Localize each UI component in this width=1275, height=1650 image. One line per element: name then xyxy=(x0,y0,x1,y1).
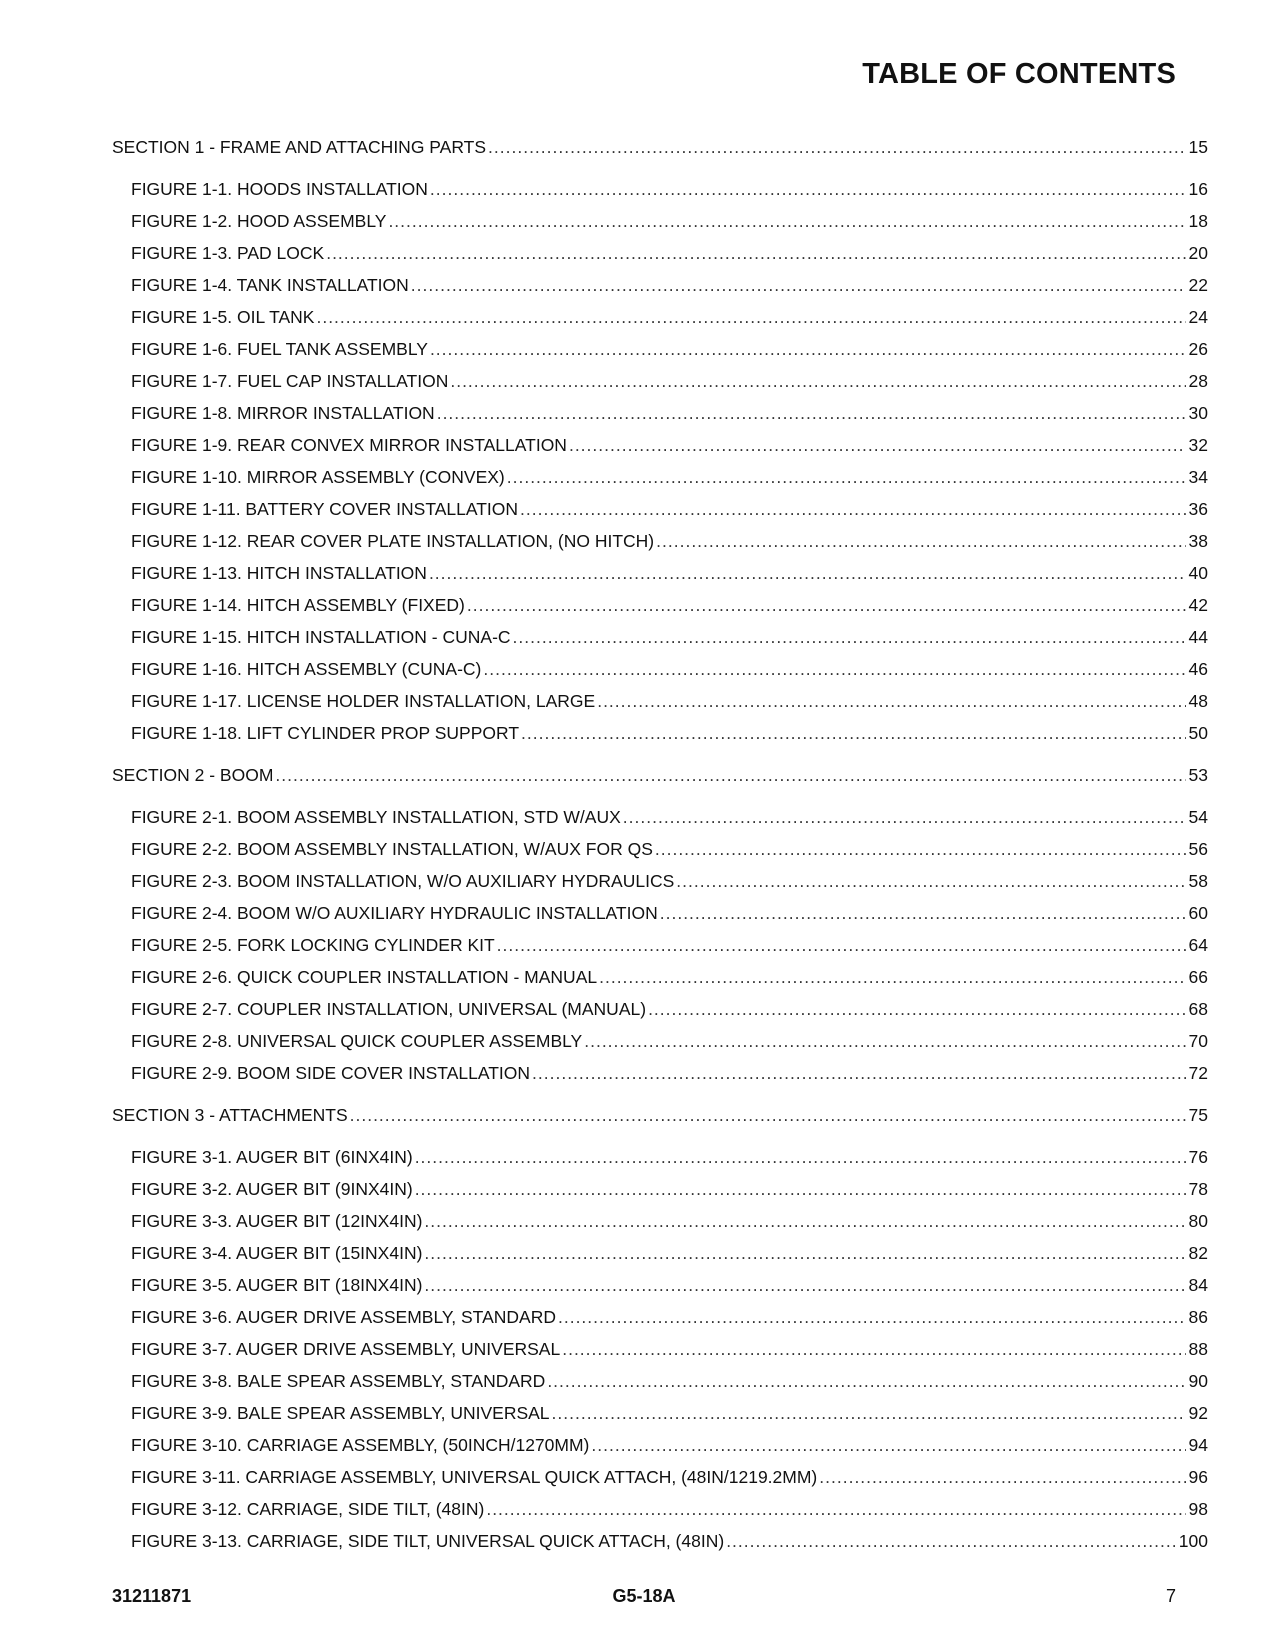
toc-figure-entry[interactable] xyxy=(112,801,1208,833)
dot-leader xyxy=(623,801,1186,833)
toc-figure-entry[interactable] xyxy=(112,1173,1208,1205)
toc-entry-label: FIGURE 2-7. COUPLER INSTALLATION, UNIVERSAL (MANUAL) xyxy=(131,999,647,1019)
toc-entry-page: 36 xyxy=(1188,499,1208,519)
dot-leader xyxy=(648,993,1186,1025)
toc-figure-entry[interactable] xyxy=(112,1429,1208,1461)
toc-entry-page: 18 xyxy=(1188,211,1208,231)
toc-entry-page: 76 xyxy=(1188,1147,1208,1167)
toc-figure-entry[interactable] xyxy=(112,301,1208,333)
toc-figure-entry[interactable] xyxy=(112,653,1208,685)
toc-entry-page: 42 xyxy=(1188,595,1208,615)
toc-entry-label: SECTION 2 - BOOM xyxy=(112,765,274,785)
document-number: 31211871 xyxy=(112,1586,192,1606)
toc-entry-label: FIGURE 3-11. CARRIAGE ASSEMBLY, UNIVERSAL QUICK ATTACH, (48IN/1219.2MM) xyxy=(131,1467,818,1487)
toc-entry-page: 53 xyxy=(1188,765,1208,785)
toc-figure-entry[interactable] xyxy=(112,621,1208,653)
toc-figure-entry[interactable] xyxy=(112,557,1208,589)
toc-entry-label: FIGURE 1-13. HITCH INSTALLATION xyxy=(131,563,427,583)
toc-entry-label: FIGURE 1-2. HOOD ASSEMBLY xyxy=(131,211,387,231)
toc-entry-page: 54 xyxy=(1188,807,1208,827)
toc-figure-entry[interactable] xyxy=(112,685,1208,717)
toc-entry-page: 32 xyxy=(1188,435,1208,455)
toc-entry-label: FIGURE 2-6. QUICK COUPLER INSTALLATION - MANUAL xyxy=(131,967,598,987)
toc-figure-entry[interactable] xyxy=(112,269,1208,301)
toc-entry-label: FIGURE 3-3. AUGER BIT (12INX4IN) xyxy=(131,1211,423,1231)
dot-leader xyxy=(584,1025,1186,1057)
toc-entry-label: FIGURE 3-10. CARRIAGE ASSEMBLY, (50INCH/1270MM) xyxy=(131,1435,590,1455)
dot-leader xyxy=(415,1173,1186,1205)
toc-figure-entry[interactable] xyxy=(112,1365,1208,1397)
toc-entry-label: FIGURE 1-6. FUEL TANK ASSEMBLY xyxy=(131,339,428,359)
dot-leader xyxy=(316,301,1186,333)
toc-figure-entry[interactable] xyxy=(112,1493,1208,1525)
toc-entry-page: 30 xyxy=(1188,403,1208,423)
dot-leader xyxy=(591,1429,1186,1461)
toc-entry-page: 92 xyxy=(1188,1403,1208,1423)
toc-figure-entry[interactable] xyxy=(112,461,1208,493)
dot-leader xyxy=(656,525,1186,557)
dot-leader xyxy=(547,1365,1186,1397)
toc-entry-label: SECTION 3 - ATTACHMENTS xyxy=(112,1105,348,1125)
toc-entry-label: FIGURE 3-8. BALE SPEAR ASSEMBLY, STANDARD xyxy=(131,1371,546,1391)
toc-figure-entry[interactable] xyxy=(112,493,1208,525)
toc-figure-entry[interactable] xyxy=(112,993,1208,1025)
toc-figure-entry[interactable] xyxy=(112,397,1208,429)
toc-entry-label: FIGURE 3-5. AUGER BIT (18INX4IN) xyxy=(131,1275,423,1295)
toc-entry-page: 16 xyxy=(1188,179,1208,199)
toc-section-entry[interactable] xyxy=(112,131,1208,163)
toc-figure-entry[interactable] xyxy=(112,589,1208,621)
dot-leader xyxy=(507,461,1186,493)
page-footer xyxy=(112,1586,1176,1610)
toc-figure-entry[interactable] xyxy=(112,961,1208,993)
toc-entry-label: FIGURE 2-2. BOOM ASSEMBLY INSTALLATION, W/AUX FOR QS xyxy=(131,839,653,859)
toc-figure-entry[interactable] xyxy=(112,929,1208,961)
toc-entry-label: FIGURE 3-13. CARRIAGE, SIDE TILT, UNIVERSAL QUICK ATTACH, (48IN) xyxy=(131,1531,725,1551)
toc-figure-entry[interactable] xyxy=(112,897,1208,929)
dot-leader xyxy=(599,961,1186,993)
toc-entry-label: FIGURE 3-1. AUGER BIT (6INX4IN) xyxy=(131,1147,413,1167)
toc-entry-page: 80 xyxy=(1188,1211,1208,1231)
toc-entry-label: FIGURE 3-2. AUGER BIT (9INX4IN) xyxy=(131,1179,413,1199)
toc-entry-page: 94 xyxy=(1188,1435,1208,1455)
toc-entry-page: 78 xyxy=(1188,1179,1208,1199)
toc-entry-label: FIGURE 1-16. HITCH ASSEMBLY (CUNA-C) xyxy=(131,659,482,679)
toc-figure-entry[interactable] xyxy=(112,1269,1208,1301)
table-of-contents xyxy=(112,131,1208,1557)
dot-leader xyxy=(552,1397,1186,1429)
toc-entry-page: 40 xyxy=(1188,563,1208,583)
dot-leader xyxy=(562,1333,1186,1365)
dot-leader xyxy=(467,589,1186,621)
toc-figure-entry[interactable] xyxy=(112,365,1208,397)
dot-leader xyxy=(558,1301,1186,1333)
toc-entry-label: FIGURE 2-8. UNIVERSAL QUICK COUPLER ASSEMBLY xyxy=(131,1031,583,1051)
toc-figure-entry[interactable] xyxy=(112,1205,1208,1237)
toc-figure-entry[interactable] xyxy=(112,833,1208,865)
toc-entry-label: FIGURE 1-3. PAD LOCK xyxy=(131,243,325,263)
toc-entry-label: FIGURE 3-6. AUGER DRIVE ASSEMBLY, STANDARD xyxy=(131,1307,556,1327)
toc-entry-page: 98 xyxy=(1188,1499,1208,1519)
toc-entry-label: FIGURE 1-4. TANK INSTALLATION xyxy=(131,275,409,295)
toc-figure-entry[interactable] xyxy=(112,333,1208,365)
toc-entry-page: 70 xyxy=(1188,1031,1208,1051)
dot-leader xyxy=(726,1525,1177,1557)
toc-entry-page: 88 xyxy=(1188,1339,1208,1359)
dot-leader xyxy=(532,1057,1186,1089)
toc-entry-page: 50 xyxy=(1188,723,1208,743)
toc-figure-entry[interactable] xyxy=(112,525,1208,557)
toc-entry-page: 20 xyxy=(1188,243,1208,263)
toc-figure-entry[interactable] xyxy=(112,1461,1208,1493)
toc-entry-page: 44 xyxy=(1188,627,1208,647)
dot-leader xyxy=(513,621,1186,653)
toc-entry-label: FIGURE 1-18. LIFT CYLINDER PROP SUPPORT xyxy=(131,723,520,743)
toc-entry-label: FIGURE 2-5. FORK LOCKING CYLINDER KIT xyxy=(131,935,495,955)
toc-entry-label: FIGURE 1-8. MIRROR INSTALLATION xyxy=(131,403,435,423)
dot-leader xyxy=(520,493,1186,525)
toc-entry-page: 22 xyxy=(1188,275,1208,295)
dot-leader xyxy=(424,1205,1186,1237)
toc-figure-entry[interactable] xyxy=(112,1397,1208,1429)
dot-leader xyxy=(655,833,1186,865)
dot-leader xyxy=(430,173,1186,205)
toc-entry-page: 24 xyxy=(1188,307,1208,327)
toc-entry-page: 28 xyxy=(1188,371,1208,391)
toc-entry-page: 38 xyxy=(1188,531,1208,551)
dot-leader xyxy=(521,717,1186,749)
toc-figure-entry[interactable] xyxy=(112,1525,1208,1557)
toc-section-entry[interactable] xyxy=(112,759,1208,791)
toc-entry-label: FIGURE 3-9. BALE SPEAR ASSEMBLY, UNIVERSAL xyxy=(131,1403,550,1423)
dot-leader xyxy=(486,1493,1186,1525)
toc-entry-label: FIGURE 1-7. FUEL CAP INSTALLATION xyxy=(131,371,449,391)
toc-figure-entry[interactable] xyxy=(112,205,1208,237)
dot-leader xyxy=(450,365,1186,397)
toc-entry-label: FIGURE 3-7. AUGER DRIVE ASSEMBLY, UNIVERSAL xyxy=(131,1339,561,1359)
toc-entry-label: FIGURE 1-5. OIL TANK xyxy=(131,307,315,327)
toc-figure-entry[interactable] xyxy=(112,1025,1208,1057)
toc-section-entry[interactable] xyxy=(112,1099,1208,1131)
dot-leader xyxy=(429,557,1186,589)
model-name: G5-18A xyxy=(612,1586,676,1606)
dot-leader xyxy=(275,759,1186,791)
toc-figure-entry[interactable] xyxy=(112,1237,1208,1269)
dot-leader xyxy=(483,653,1186,685)
toc-entry-label: FIGURE 1-15. HITCH INSTALLATION - CUNA-C xyxy=(131,627,511,647)
dot-leader xyxy=(350,1099,1186,1131)
dot-leader xyxy=(676,865,1186,897)
toc-entry-page: 34 xyxy=(1188,467,1208,487)
dot-leader xyxy=(411,269,1186,301)
toc-entry-page: 26 xyxy=(1188,339,1208,359)
toc-entry-page: 75 xyxy=(1188,1105,1208,1125)
toc-entry-page: 60 xyxy=(1188,903,1208,923)
dot-leader xyxy=(430,333,1186,365)
toc-figure-entry[interactable] xyxy=(112,1333,1208,1365)
toc-entry-page: 82 xyxy=(1188,1243,1208,1263)
toc-entry-page: 86 xyxy=(1188,1307,1208,1327)
toc-entry-page: 66 xyxy=(1188,967,1208,987)
dot-leader xyxy=(437,397,1186,429)
toc-figure-entry[interactable] xyxy=(112,429,1208,461)
dot-leader xyxy=(819,1461,1186,1493)
toc-figure-entry[interactable] xyxy=(112,173,1208,205)
toc-entry-page: 90 xyxy=(1188,1371,1208,1391)
toc-entry-label: FIGURE 2-9. BOOM SIDE COVER INSTALLATION xyxy=(131,1063,531,1083)
toc-entry-label: FIGURE 1-17. LICENSE HOLDER INSTALLATION, LARGE xyxy=(131,691,596,711)
toc-entry-page: 48 xyxy=(1188,691,1208,711)
toc-entry-label: FIGURE 3-4. AUGER BIT (15INX4IN) xyxy=(131,1243,423,1263)
toc-entry-page: 72 xyxy=(1188,1063,1208,1083)
toc-figure-entry[interactable] xyxy=(112,1141,1208,1173)
toc-entry-page: 15 xyxy=(1188,137,1208,157)
toc-entry-label: FIGURE 2-3. BOOM INSTALLATION, W/O AUXILIARY HYDRAULICS xyxy=(131,871,675,891)
toc-entry-page: 64 xyxy=(1188,935,1208,955)
dot-leader xyxy=(424,1237,1186,1269)
toc-entry-page: 100 xyxy=(1178,1531,1208,1551)
page-number: 7 xyxy=(1165,1586,1176,1606)
toc-entry-label: FIGURE 2-4. BOOM W/O AUXILIARY HYDRAULIC INSTALLATION xyxy=(131,903,658,923)
toc-entry-page: 56 xyxy=(1188,839,1208,859)
dot-leader xyxy=(488,131,1186,163)
toc-entry-label: FIGURE 3-12. CARRIAGE, SIDE TILT, (48IN) xyxy=(131,1499,485,1519)
dot-leader xyxy=(326,237,1186,269)
dot-leader xyxy=(497,929,1186,961)
toc-entry-label: FIGURE 1-14. HITCH ASSEMBLY (FIXED) xyxy=(131,595,465,615)
dot-leader xyxy=(660,897,1186,929)
toc-entry-label: FIGURE 1-10. MIRROR ASSEMBLY (CONVEX) xyxy=(131,467,505,487)
toc-figure-entry[interactable] xyxy=(112,1301,1208,1333)
toc-entry-label: FIGURE 1-11. BATTERY COVER INSTALLATION xyxy=(131,499,519,519)
dot-leader xyxy=(569,429,1186,461)
toc-entry-label: FIGURE 2-1. BOOM ASSEMBLY INSTALLATION, STD W/AUX xyxy=(131,807,621,827)
toc-entry-label: FIGURE 1-1. HOODS INSTALLATION xyxy=(131,179,428,199)
toc-figure-entry[interactable] xyxy=(112,717,1208,749)
toc-entry-page: 84 xyxy=(1188,1275,1208,1295)
dot-leader xyxy=(388,205,1186,237)
toc-entry-label: FIGURE 1-12. REAR COVER PLATE INSTALLATION, (NO HITCH) xyxy=(131,531,655,551)
toc-entry-page: 96 xyxy=(1188,1467,1208,1487)
toc-figure-entry[interactable] xyxy=(112,1057,1208,1089)
toc-entry-page: 46 xyxy=(1188,659,1208,679)
dot-leader xyxy=(597,685,1186,717)
toc-entry-page: 68 xyxy=(1188,999,1208,1019)
dot-leader xyxy=(424,1269,1186,1301)
toc-figure-entry[interactable] xyxy=(112,865,1208,897)
toc-entry-label: SECTION 1 - FRAME AND ATTACHING PARTS xyxy=(112,137,487,157)
toc-entry-page: 58 xyxy=(1188,871,1208,891)
toc-entry-label: FIGURE 1-9. REAR CONVEX MIRROR INSTALLATION xyxy=(131,435,567,455)
dot-leader xyxy=(415,1141,1186,1173)
page-title: TABLE OF CONTENTS xyxy=(862,58,1176,90)
toc-figure-entry[interactable] xyxy=(112,237,1208,269)
